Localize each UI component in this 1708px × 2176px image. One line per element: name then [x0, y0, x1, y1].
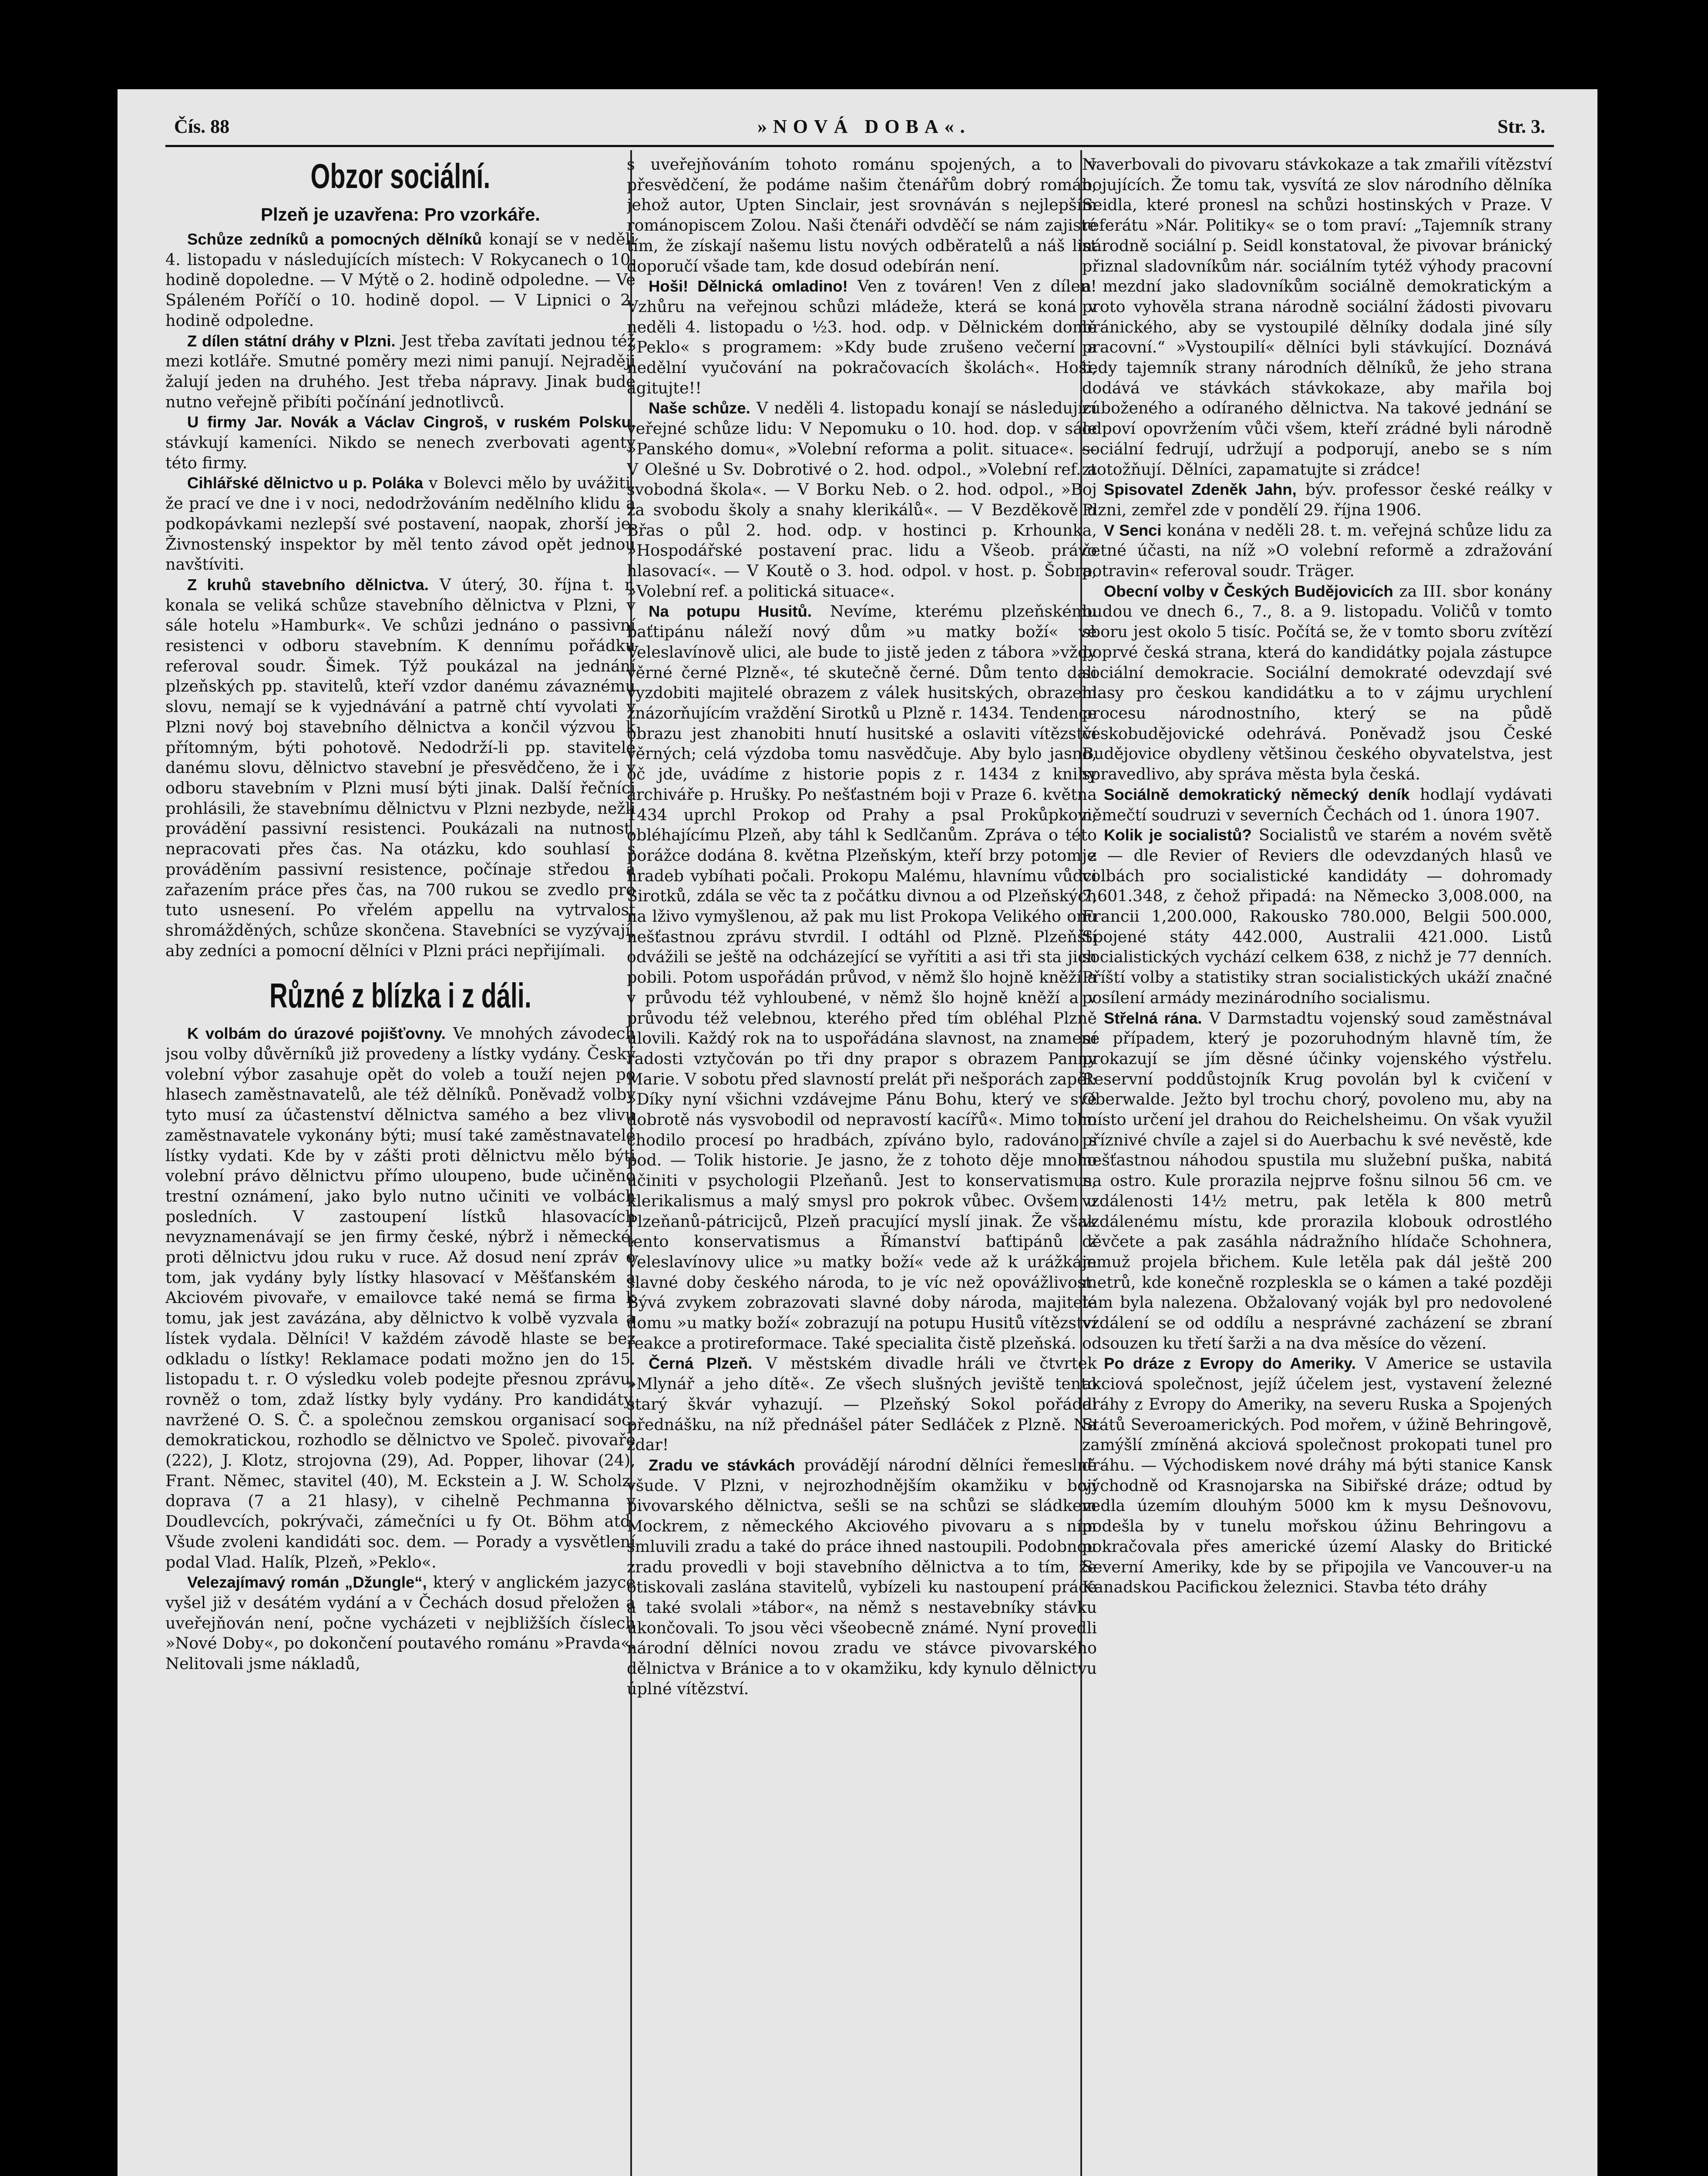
article-lead: U firmy Jar. Novák a Václav Cingroš, v ruském Polsku, — [187, 413, 635, 431]
article-text: provádějí národní dělníci řemeslně všude. V Plzni, v nejrozhodnějším okamžiku v boji pivovarského dělnictva, sešli se na schůzi se sládkem Mockrem, z německého Akciového pivovaru a s ním smluvili zradu a také do práce ihned nastoupili. Podobnou zradu provedli v boji stavebního dělnictva a to tím, že otiskovali zaslána stavitelů, vybízeli ku nastoupení práce a také svolali »tábor«, na němž s nestavebníky stávku ukončovali. To jsou věci všeobecně známé. Nyní provedli národní dělníci novou zradu ve stávce pivovarského dělnictva v Bránice a to v okamžiku, kdy kynulo dělnictvu úplné vítězství. — [627, 1456, 1097, 1698]
article-text: V Americe se ustavila akciová společnost, jejíž účelem jest, vystavení železné dráhy z Evropy do Ameriky, na severu Ruska a Spojených Států Severoamerických. Pod mořem, v úžině Behringově, zamýšlí zmíněná akciová společnost prokopati tunel pro dráhu. — Východiskem nové dráhy má býti stanice Kansk východně od Krasnojarska na Sibiřské dráze; odtud by vedla územím dlouhým 5000 km k mysu Dešnovovu, podešla by v tunelu mořskou úžinu Behringovu a pokračovala přes americké území Alasky do Britické Severní Ameriky, kde by se připojila ve Vancouver-u na Kanadskou Pacifickou železnici. Stavba této dráhy — [1082, 1354, 1552, 1597]
article-text: v Bolevci mělo by uvážiti, že prací ve dne i v noci, nedodržováním nedělního klidu a podkopávkami nezlepší své postavení, naopak, zhorší je. Živnostenský inspektor by měl tento závod opět jednou navštíviti. — [165, 473, 635, 574]
article-text: konají se v neděli 4. listopadu v následujících místech: V Rokycanech o 10. hodině dopoledne. — V Mýtě o 2. hodině odpoledne. — Ve Spáleném Poříčí o 10. hodině dopol. — V Lipnici o 2. hodině odpoledne. — [165, 230, 635, 330]
article-text: býv. professor české reálky v Plzni, zemřel zde v pondělí 29. října 1906. — [1082, 480, 1552, 519]
article-lead: Z kruhů stavebního dělnictva. — [187, 575, 429, 594]
article-lead: Spisovatel Zdeněk Jahn, — [1104, 480, 1297, 499]
article — [627, 398, 1097, 601]
article-lead: Schůze zedníků a pomocných dělníků — [187, 230, 482, 248]
article-text: Nevíme, kterému plzeňskému baťtipánu náleží nový dům »u matky boží« ve Veleslavínově ulici, ale bude to jistě jeden z tábora »vždy věrné černé Plzně«, té skutečně černé. Dům tento dali vyzdobiti majitelé obrazem z válek husitských, obrazem znázorňujícím vraždění Sirotků u Plzně r. 1434. Tendence obrazu jest zhanobiti hnutí husitské a oslaviti vítězství věrných; celá výzdoba tomu nasvědčuje. Aby bylo jasno, oč jde, uvádíme z historie popis z r. 1434 z knihy archiváře p. Hrušky. Po nešťastném boji v Praze 6. května 1434 uprchl Prokop od Prahy a psal Prokůpkovi, obléhajícímu Plzeň, aby táhl k Sedlčanům. Zpráva o této porážce dodána 8. května Plzeňským, kteří brzy potom z hradeb vybíhati počali. Prokopu Malému, hlavnímu vůdci Sirotků, zdála se věc ta z počátku divnou a od Plzeňských na lživo vymyšlenou, až pak mu list Prokopa Velikého onu nešťastnou zprávu stvrdil. I odtáhl od Plzně. Plzeňští odvážili se ještě na odcházející se vyřítiti a asi tři sta jich pobili. Potom uspořádán průvod, v němž šlo hojně kněží a v průvodu též vyhloubené, v němž šlo hojně kněží a v průvodu též velebnou, kterého před tím obléhal Plzně ulovili. Každý rok na to uspořádána slavnost, na znamení radosti vztyčován po tři dny prapor s obrazem Panny Marie. V sobotu před slavností prelát při nešporách zapěl: »Díky nyní všichni vzdávejme Pánu Bohu, který ve své dobrotě nás vysvobodil od nepravostí kacířů«. Mimo toho chodilo procesí po hradbách, zpíváno bylo, radováno s pod. — Tolik historie. Je jasno, že z tohoto děje mnoho učiniti v psychologii Plzeňanů. Jest to konservatismus, klerikalismus a malý smysl pro pokrok vůbec. Ovšem u Plzeňanů-pátricijců, Plzeň pracující myslí jinak. Že však tento konservatismus a Římanství baťtipánů z Veleslavínovy ulice »u matky boží« vede až k urážkám slavné doby českého národa, to je víc než opovážlivost. Bývá zvykem zobrazovati slavné doby národa, majitelé domu »u matky boží« zobrazují na potupu Husitů vítězství reakce a protireformace. Také specialita čistě plzeňská. — [627, 602, 1097, 1353]
article — [1082, 154, 1552, 480]
article-text: Ven z továren! Ven z dílen! Vzhůru na veřejnou schůzi mládeže, která se koná v neděli 4. listopadu o ½3. hod. odp. v Dělnickém domě »Peklo« s programem: »Kdy bude zrušeno večerní a nedělní vyučování na pokračovacích školách«. Hoši, agitujte!! — [627, 277, 1097, 397]
column-3 — [1082, 154, 1552, 2176]
article — [165, 1024, 635, 1572]
header-rule — [165, 145, 1554, 147]
article-text: hodlají vydávati němečtí soudruzi v severních Čechách od 1. února 1907. — [1082, 785, 1552, 824]
article-lead: Zradu ve stávkách — [649, 1456, 795, 1474]
article — [1082, 480, 1552, 520]
article-lead: Sociálně demokratický německý deník — [1104, 785, 1410, 803]
article-text: V neděli 4. listopadu konají se následující veřejné schůze lidu: V Nepomuku o 10. hod. dop. v sále »Panského domu«, »Volební reforma a polit. situace«. — V Olešné u Sv. Dobrotivé o 2. hod. odpol., »Volební ref. a svobodná škola«. — V Borku Neb. o 2. hod. odpol., »Boj za svobodu školy a snahy klerikálů«. — V Bezděkově u Břas o půl 2. hod. odp. v hostinci p. Krhounka, »Hospodářské postavení prac. lidu a Všeob. právo hlasovací«. — V Koutě o 3. hod. odpol. v host. p. Šobra, »Volební ref. a politická situace«. — [627, 399, 1097, 601]
page-header — [174, 115, 1545, 146]
sub-heading: Plzeň je uzavřena: Pro vzorkáře. — [261, 204, 540, 225]
article-lead: Střelná rána. — [1104, 1009, 1202, 1027]
section-heading: Různé z blízka i z dáli. — [269, 976, 531, 1015]
article — [627, 276, 1097, 398]
article-text: který v anglickém jazyce vyšel již v desátém vydání a v Čechách dosud přeložen a uveřejňován není, počne vycházeti v nejbližších číslech »Nové Doby«, po dokončení poutavého románu »Pravda«. Nelitovali jsme nákladů, — [165, 1573, 635, 1673]
article-lead: Po dráze z Evropy do Ameriky. — [1104, 1354, 1356, 1373]
article-lead: Obecní volby v Českých Budějovicích — [1104, 582, 1393, 600]
article-lead: Naše schůze. — [649, 399, 750, 417]
issue-number: Čís. 88 — [174, 116, 230, 137]
article — [1082, 581, 1552, 785]
article-lead: Velezajímavý román „Džungle“, — [187, 1573, 427, 1592]
article-text: Ve mnohých závodech jsou volby důvěrníků již provedeny a lístky vydány. Český volební výbor zasahuje opět do voleb a touží nejen po hlasech zaměstnavatelů, ale též dělníků. Poněvadž volby tyto musí za účastenství dělnictva samého a bez vlivu zaměstnavatele vykonány býti; musí také zaměstnavatelé lístky vydati. Kde by v zášti proti dělnictvu mělo býti volební právo dělnictvu přímo uloupeno, bude učiněno trestní oznámení, jako bylo nutno učiniti ve volbách posledních. V zastoupení lístků hlasovacích nevyznamenávají se jen firmy české, nýbrž i německé, proti dělnictvu jdou ruku v ruce. Až dosud není zpráv o tom, jak vydány byly lístky hlasovací v Měšťanském a Akciovém pivovaře, v emailovce také nemá se firma k tomu, jak jest zavázána, aby dělnictvo k volbě vyzvala a lístek vydala. Dělníci! V každém závodě hlaste se bez odkladu o lístky! Reklamace podati možno jen do 15. listopadu t. r. O výsledku voleb podejte přesnou zprávu, rovněž o tom, zdaž lístky byly vydány. Pro kandidáty, navržené O. S. Č. a společnou zemskou organisací soc. demokratickou, rozhodlo se dělnictvo ve Společ. pivovaře (222), J. Klotz, strojovna (29), Ad. Popper, lihovar (24), Frant. Němec, stavitel (40), M. Eckstein a J. W. Scholz, doprava (7 a 21 hlasy), v cihelně Pechmanna v Doudlevcích, pokrývači, zámečníci u fy Ot. Böhm atd. Všude zvoleni kandidáti soc. dem. — Porady a vysvětlení podal Vlad. Halík, Plzeň, »Peklo«. — [165, 1024, 635, 1572]
article — [165, 412, 635, 473]
newspaper-title: »NOVÁ DOBA«. — [757, 116, 971, 137]
article — [165, 229, 635, 331]
article-text: za III. sbor konány budou ve dnech 6., 7., 8. a 9. listopadu. Voličů v tomto sboru jest okolo 5 tisíc. Počítá se, že v tomto sboru zvítězí poprvé česká strana, která do kandidátky pojala zástupce sociální demokracie. Sociální demokraté odevzdají své hlasy pro českou kandidátku a to v zájmu urychlení procesu národnostního, který se na půdě českobudějovické odehrává. Poněvadž jsou České Budějovice obydleny většinou českého obyvatelstva, jest spravedlivo, aby správa města byla česká. — [1082, 581, 1552, 784]
article-text: stávkují kameníci. Nikdo se nenech zverbovati agenty této firmy. — [165, 433, 635, 472]
article — [165, 575, 635, 961]
article-text: s uveřejňováním tohoto románu spojených, a to v přesvědčení, že podáme našim čtenářům dobrý román, jehož autor, Upten Sinclair, jest srovnáván s nejlepším románopiscem Zolou. Naši čtenáři odvděčí se nám zajisté tím, že získají našemu listu nových odběratelů a náš list doporučí všade tam, kde dosud odebírán není. — [627, 155, 1097, 275]
article-text: V úterý, 30. října t. r. konala se veliká schůze stavebního dělnictva v Plzni, v sále hotelu »Hamburk«. Ve schůzi jednáno o passivní resistenci v odboru stavebním. K dennímu pořádku referoval soudr. Šimek. Týž poukázal na jednání plzeňských pp. stavitelů, kteří vzdor danému závaznému slovu, nemají se k vyjednávání a patrně chtí vyvolati v Plzni nový boj stavebního dělnictva a končil výzvou k přítomným, býti pohotově. Nedodrží-li pp. stavitelé danému slovu, dělnictvo stavební je přesvědčeno, že i v odboru stavebním v Plzni musí býti jinak. Další řečníci prohlásili, že stavebnímu dělnictvu v Plzni nezbyde, nežli provádění passivní resistenci. Poukázali na nutnost, nepracovati přes čas. Na otázku, kdo souhlasí s prováděním passivní resistence, počínaje středou a zařazením práce přes čas, na 700 rukou se zvedlo pro tuto usnesení. Po vřelém appellu na vytrvalost shromážděných, schůze skončena. Stavebníci se vyzývají, aby zedníci a pomocní dělníci v Plzni práci nepřijímali. — [165, 575, 635, 960]
article-lead: Hoši! Dělnická omladino! — [649, 277, 848, 296]
article-text: Jest třeba zavítati jednou též mezi kotláře. Smutné poměry mezi nimi panují. Nejraději žalují jeden na druhého. Jest třeba nápravy. Jinak bude nutno veřejně přibíti počínání jednotlivců. — [165, 331, 635, 411]
article-lead: V Senci — [1104, 521, 1162, 539]
article — [165, 473, 635, 575]
article-text: Socialistů ve starém a novém světě je — dle Revier of Reviers dle odevzdaných hlasů ve volbách pro socialistické kandidáty — dohromady 7,601.348, z čehož připadá: na Německo 3,008.000, na Francii 1,200.000, Rakousko 780.000, Belgii 500.000, Spojené státy 442.000, Australii 421.000. Listů socialistických vychází celkem 638, z nichž je 77 denních. Příští volby a statistiky stran socialistických ukáží značné posílení armády mezinárodního socialismu. — [1082, 826, 1552, 1007]
article — [165, 331, 635, 413]
article — [1082, 825, 1552, 1008]
article — [1082, 520, 1552, 581]
section-heading: Obzor sociální. — [310, 157, 491, 195]
newspaper-page — [118, 89, 1597, 2176]
article — [627, 1353, 1097, 1455]
article — [1082, 1008, 1552, 1354]
article-text: konána v neděli 28. t. m. veřejná schůze lidu za četné účasti, na níž »O volební reformě a zdražování potravin« referoval soudr. Träger. — [1082, 520, 1552, 581]
article — [627, 154, 1097, 276]
article-lead: Kolik je socialistů? — [1104, 826, 1252, 844]
article-text: V městském divadle hráli ve čtvrtek »Mlynář a jeho dítě«. Ze všech slušných jeviště tento starý škvár vyhazují. — Plzeňský Sokol pořádal přednášku, na níž přednášel páter Sedláček z Plzně. Na zdar! — [627, 1354, 1097, 1454]
article-lead: Na potupu Husitů. — [649, 602, 812, 621]
article-text: V Darmstadtu vojenský soud zaměstnával se případem, který je pozoruhodným hlavně tím, že prokazují se jím děsné účinky vojenského výstřelu. Reservní poddůstojník Krug povolán byl k cvičení v Oberwalde. Ježto byl trochu chorý, povoleno mu, aby na místo určení jel drahou do Reichelsheimu. On však využil příznivé chvíle a zajel si do Auerbachu k své nevěstě, kde nešťastnou náhodou spustila mu služební puška, nabitá na ostro. Kule prorazila nejprve fošnu silnou 56 cm. ve vzdálenosti 14½ metru, pak letěla k 800 metrů vzdálenému místu, kde prorazila klobouk odrostlého děvčete a pak zasáhla nádražního hlídače Schohnera, jemuž projela břichem. Kule letěla pak dál ještě 200 metrů, kde konečně rozpleskla se o kámen a také později tam byla nalezena. Obžalovaný voják byl pro nedovolené vzdálení se od oddílu a nesprávné zacházení se zbraní odsouzen ku třetí šarži a na dva měsíce do vězení. — [1082, 1008, 1552, 1353]
article-text: Naverbovali do pivovaru stávkokaze a tak zmařili vítězství bojujících. Že tomu tak, vysvítá ze slov národního dělníka Seidla, které pronesl na schůzi hostinských v Praze. V referátu »Nár. Politiky« se o tom praví: „Tajemník strany národně sociální p. Seidl konstatoval, že pivovar bránický přiznal sladovníkům nár. sociálním tytéž výhody pracovní a mezdní jako sladovníkům sociálně demokratickým a proto vyhověla strana národně sociální žádosti pivovaru bránického, aby se vystoupilé dělníky dodala jiné síly pracovní.“ »Vystoupilí« dělníci byli stávkující. Doznává tedy tajemník strany národních dělníků, že jeho strana dodává ve stávkách stávkokaze, aby mařila boj zuboženého a odíraného dělnictva. Na takové jednání se odpoví opovržením vůči všem, kteří zrádné byli národně sociální fedrují, udržují a podporují, anebo se s ním ztotožňují. Dělníci, zapamatujte si zrádce! — [1082, 155, 1552, 479]
article — [165, 1572, 635, 1674]
column-1 — [165, 154, 635, 2176]
article-lead: K volbám do úrazové pojišťovny. — [187, 1024, 446, 1043]
article-lead: Černá Plzeň. — [649, 1354, 753, 1373]
article — [627, 601, 1097, 1353]
column-2 — [627, 154, 1097, 2176]
article-lead: Z dílen státní dráhy v Plzni. — [187, 332, 396, 350]
page-number: Str. 3. — [1497, 116, 1545, 137]
article — [627, 1455, 1097, 1699]
article-lead: Cihlářské dělnictvo u p. Poláka — [187, 474, 424, 492]
article — [1082, 785, 1552, 825]
article — [1082, 1353, 1552, 1597]
